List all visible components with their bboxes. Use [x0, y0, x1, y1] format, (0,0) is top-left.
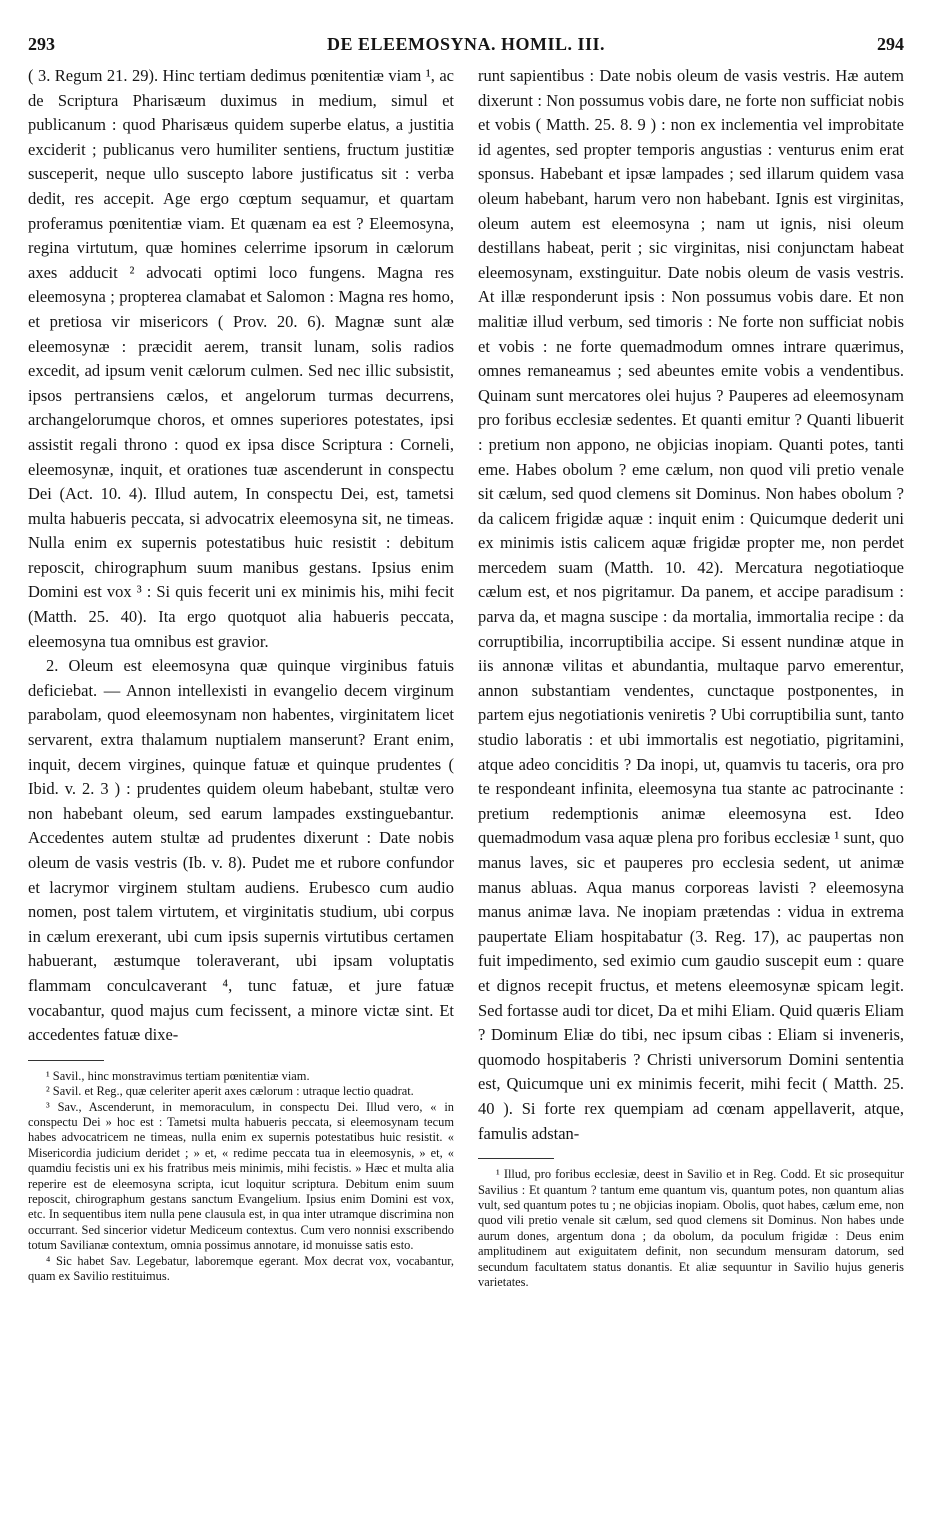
footnote-divider-right — [478, 1158, 554, 1159]
right-body-text — [478, 64, 904, 1146]
page-number-left: 293 — [28, 34, 55, 54]
footnote-3: ³ Sav., Ascenderunt, in memoraculum, in conspectu Dei. Illud vero, « in conspectu Dei » hoc est : Tametsi multa habueris peccata, si eleemosynam tecum habes advocatricem ne timeas, nulla enim ex supernis potestatibus huic resistit. « Misericordia judicium deridet ; » et, « redime peccata tua in eleemosynis, » et, « quamdiu fecistis uni ex his fratribus meis minimis, mihi fecistis. » Hæc et multa alia reperire est de eleemosyna scripta, icut loquitur scriptura. Debitum enim suum reposcit, chirographum gestans sanctum Evangelium. Ipsius enim Domini est vox, etc. In sequentibus item nulla pene clausula est, in qua inter utramque discrimina non occurrant. Sed sincerior videtur Mediceum contextus. Cum vero nonnisi exscribendo totum Savilianæ contextum, omnia possimus annotare, id monuisse satis esto. — [28, 1099, 454, 1253]
left-paragraph-1: ( 3. Regum 21. 29). Hinc tertiam dedimus pœnitentiæ viam ¹, ac de Scriptura Pharisæum duximus in medium, simul et publicanum : quod Pharisæus quidem superbe elatus, a justitia exciderit ; publicanus vero humiliter sentiens, fructum justitiæ susceperit, neque ullo suscepto labore justificatus sit : verba dedit, res accepit. Age ergo cœptum sequamur, et quartam proferamus pœnitentiæ viam. Et quænam ea est ? Eleemosyna, regina virtutum, quæ homines celerrime ipsorum in cælorum axes adducit ² advocati optimi loco fungens. Magna res eleemosyna ; propterea clamabat et Salomon : Magna res homo, et pretiosa vir misericors ( Prov. 20. 6). Magnæ sunt alæ eleemosynæ : præcidit aerem, transit lunam, solis radios excedit, ad ipsum venit cælorum culmen. Sed nec illic subsistit, ipsos pertransiens cælos, et angelorum turmas decurrens, archangelorumque choros, et omnes superiores potestates, ipsi assistit regali throno : quod ex ipsa disce Scriptura : Corneli, eleemosynæ, inquit, et orationes tuæ ascenderunt in conspectu Dei (Act. 10. 4). Illud autem, In conspectu Dei, est, tametsi multa habueris peccata, si advocatrix eleemosyna sit, ne timeas. Nulla enim ex supernis potestatibus huic resistit : debitum reposcit, chirographum suum manibus gestans. Ipsius enim Domini est vox ³ : Si quis fecerit uni ex minimis his, mihi fecit (Matth. 25. 40). Ita ergo quotquot alia habueris peccata, eleemosyna tua omnibus est gravior. — [28, 66, 454, 651]
footnote-right-1: ¹ Illud, pro foribus ecclesiæ, deest in Savilio et in Reg. Codd. Et sic prosequitur Savilius : Et quantum ? tantum eme quantum vis, quantum potes, non quantum alias vult, sed quantum potes tu ; ne objicias inopiam. Obolis, quot habes, cælum eme, non quod vili pretio venale sit cælum, sed quod clemens sit Dominus. Non habes unde aurum dones, argentum dona ; da obolum, da poculum frigidæ : Deus enim amplitudinem aut exiguitatem definit, non secundum mensuram datorum, sed secundum facultatem status donantis. Et aliæ sequuntur in Savilio hujus generis varietates. — [478, 1167, 904, 1289]
running-title: DE ELEEMOSYNA. HOMIL. III. — [326, 34, 606, 54]
left-footnotes — [28, 1069, 454, 1285]
page-header — [28, 34, 904, 60]
right-column — [478, 64, 904, 1524]
page-number-right: 294 — [877, 34, 904, 54]
right-paragraph-1: runt sapientibus : Date nobis oleum de vasis vestris. Hæ autem dixerunt : Non possumus vobis dare, ne forte non sufficiat nobis et vobis ( Matth. 25. 8. 9 ) : non ex inclementia vel improbitate id agentes, sed propter temporis angustias : venturus enim erat sponsus. Habebant et ipsæ lampades ; sed illarum quidem vasa oleum habebant, harum vero non habebant. Ignis est virginitas, oleum autem est eleemosyna ; nam ut ignis, nisi oleum destillans habeat, perit ; sic virginitas, nisi conjunctam habeat eleemosynam, exstinguitur. Date nobis oleum de vasis vestris. At illæ responderunt ipsis : Non possumus vobis dare. Et non malitiæ illud verbum, sed timoris : Ne forte non sufficiat nobis et vobis : ne forte quemadmodum omnes intrare quærimus, omnes remaneamus ; sed abeuntes emite vobis a vendentibus. Quinam sunt mercatores olei hujus ? Pauperes ad eleemosynam pro foribus ecclesiæ sedentes. Et quanti emitur ? Quanti libuerit : pretium non appono, ne objicias inopiam. Quanti potes, tanti eme. Habes obolum ? eme cælum, non quod vili pretio venale sit cælum, sed quod clemens sit Dominus. Non habes obolum ? da calicem frigidæ aquæ : inquit enim : Quicumque dederit uni ex minimis istis calicem aquæ frigidæ propter me, non perdet mercedem suam (Matth. 10. 42). Mercatura negotiatioque cælum est, et nos pigritamur. Da panem, et accipe paradisum : parva da, et magna suscipe : da mortalia, immortalia recipe : da corruptibilia, incorruptibilia accipe. Si essent nundinæ atque in iis annonæ vilitas et abundantia, multaque parvo emerentur, annon substantiam vendentes, cunctaque postponentes, in partem ejus negotiationis veniretis ? Ubi corruptibilia sunt, tanto studio laboratis : et ubi immortalis est negotiatio, pigritamini, atque adeo conciditis ? Da inopi, ut, quamvis tu taceris, ora pro te respondeant infinita, eleemosyna tua stante ac patrocinante : pretium redemptionis animæ eleemosyna est. Ideo quemadmodum vasa aquæ plena pro foribus ecclesiæ ¹ sunt, quo manus laves, sic et pauperes pro ecclesia sedent, ut animæ manus abluas. Aqua manus corporeas lavisti ? eleemosyna manus animæ lava. Ne inopiam prætendas : vidua in extrema paupertate Eliam hospitabatur (3. Reg. 17), ac paupertas non fuit impedimento, sed eximio cum gaudio suscepit eum : quare et dignos recepit fructus, et metens eleemosynæ spicam legit. Sed fortasse audi tor dicet, Da et mihi Eliam. Quid quæris Eliam ? Dominum Eliæ do tibi, nec ipsum cibas : Eliam si inveneris, quomodo hospitaberis ? Christi universorum Domini sententia est, Quicumque uni ex minimis fecerit, mihi fecit ( Matth. 25. 40 ). Si forte rex quempiam ad cœnam appellaverit, atque, famulis adstan- — [478, 66, 904, 1143]
left-body-text — [28, 64, 454, 1048]
left-column — [28, 64, 454, 1524]
footnote-1: ¹ Savil., hinc monstravimus tertiam pœnitentiæ viam. — [46, 1068, 310, 1083]
right-footnotes — [478, 1167, 904, 1290]
left-paragraph-2: 2. Oleum est eleemosyna quæ quinque virginibus fatuis deficiebat. — Annon intellexisti in evangelio decem virginum parabolam, quod eleemosynam non habentes, virginitatem licet servarent, extra thalamum nuptialem manserunt? Erant enim, inquit, decem virgines, quinque fatuæ et quinque prudentes ( Ibid. v. 2. 3 ) : prudentes quidem oleum habebant, stultæ vero non habebant oleum, sed earum lampades exstinguebantur. Accedentes autem stultæ ad prudentes dixerunt : Date nobis oleum de vasis vestris (Ib. v. 8). Pudet me et rubore confundor et lacrymor virginem stultam audiens. Erubesco cum audio nomen, post talem virtutem, et virginitatis studium, ubi corpus in cælum erexerant, ubi cum ipsis supernis virtutibus certamen habuerant, æstumque toleraverant, ubi ipsam voluptatis flammam conculcaverant ⁴, tunc fatuæ, et jure fatuæ vocabantur, quod majus cum fecissent, a minore victæ sint. Et accedentes fatuæ dixe- — [28, 656, 454, 1045]
footnote-divider — [28, 1060, 104, 1061]
footnote-4: ⁴ Sic habet Sav. Legebatur, laboremque egerant. Mox decrat vox, vocabantur, quam ex Savilio restituimus. — [28, 1253, 454, 1284]
footnote-2: ² Savil. et Reg., quæ celeriter aperit axes cælorum : utraque lectio quadrat. — [46, 1084, 414, 1099]
